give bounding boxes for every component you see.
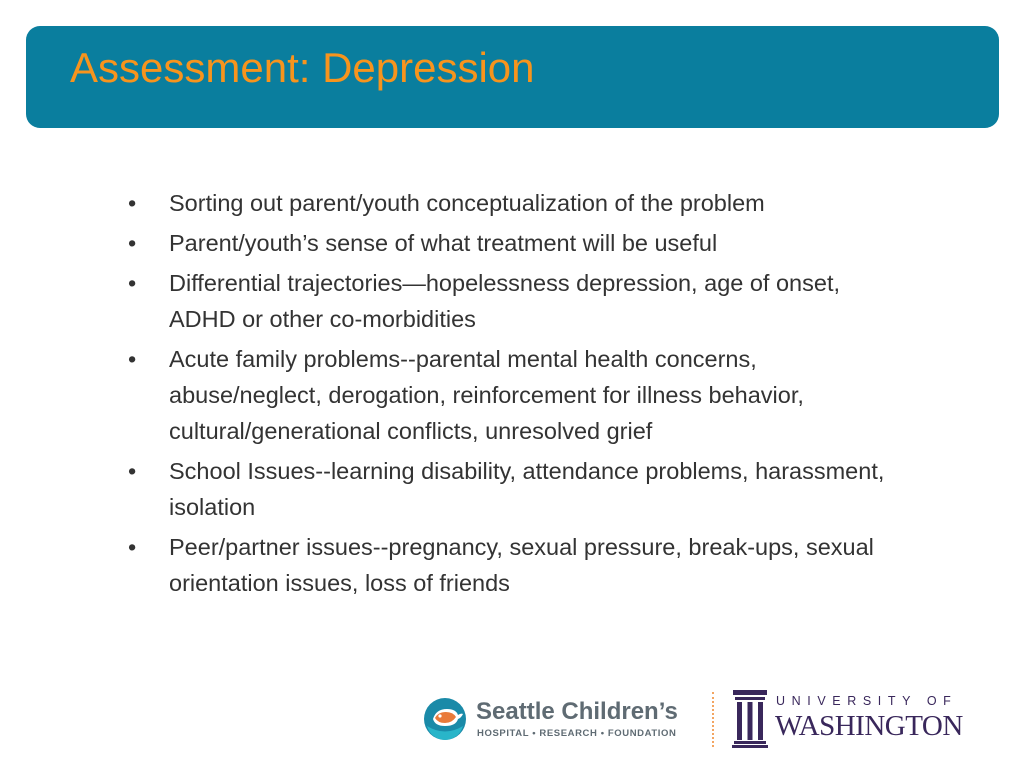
uw-colonnade-icon xyxy=(732,688,768,748)
bullet-text: Parent/youth’s sense of what treatment will be useful xyxy=(169,230,718,256)
bullet-item xyxy=(128,265,908,337)
bullet-text: Acute family problems--parental mental health concerns, abuse/neglect, derogation, reinforcement for illness behavior, cultural/generational conflicts, unresolved grief xyxy=(169,346,804,444)
bullet-item xyxy=(128,453,908,525)
seattle-childrens-tagline: HOSPITAL • RESEARCH • FOUNDATION xyxy=(477,728,677,739)
bullet-text: Differential trajectories—hopelessness depression, age of onset, ADHD or other co-morbidities xyxy=(169,270,841,332)
logo-divider xyxy=(712,692,714,747)
uw-washington: WASHINGTON xyxy=(775,710,963,742)
title-bar xyxy=(26,26,999,128)
bullet-marker: • xyxy=(128,190,137,216)
bullet-list xyxy=(128,185,908,605)
footer-logos xyxy=(420,684,963,754)
seattle-childrens-logo xyxy=(420,694,700,744)
bullet-marker: • xyxy=(128,346,137,372)
bullet-text: Sorting out parent/youth conceptualization of the problem xyxy=(169,190,765,216)
bullet-item xyxy=(128,185,908,221)
bullet-item xyxy=(128,225,908,261)
uw-logo xyxy=(732,688,963,748)
slide-title: Assessment: Depression xyxy=(70,44,535,91)
bullet-marker: • xyxy=(128,270,137,296)
bullet-item xyxy=(128,529,908,601)
seattle-childrens-name: Seattle Children’s xyxy=(476,698,678,725)
bullet-text: Peer/partner issues--pregnancy, sexual pressure, break-ups, sexual orientation issues, loss of friends xyxy=(169,534,874,596)
bullet-text: School Issues--learning disability, attendance problems, harassment, isolation xyxy=(169,458,885,520)
bullet-marker: • xyxy=(128,230,137,256)
bullet-marker: • xyxy=(128,458,137,484)
bullet-item xyxy=(128,341,908,449)
seattle-childrens-whale-icon xyxy=(423,697,467,741)
bullet-marker: • xyxy=(128,534,137,560)
uw-university-of: UNIVERSITY OF xyxy=(776,694,958,708)
